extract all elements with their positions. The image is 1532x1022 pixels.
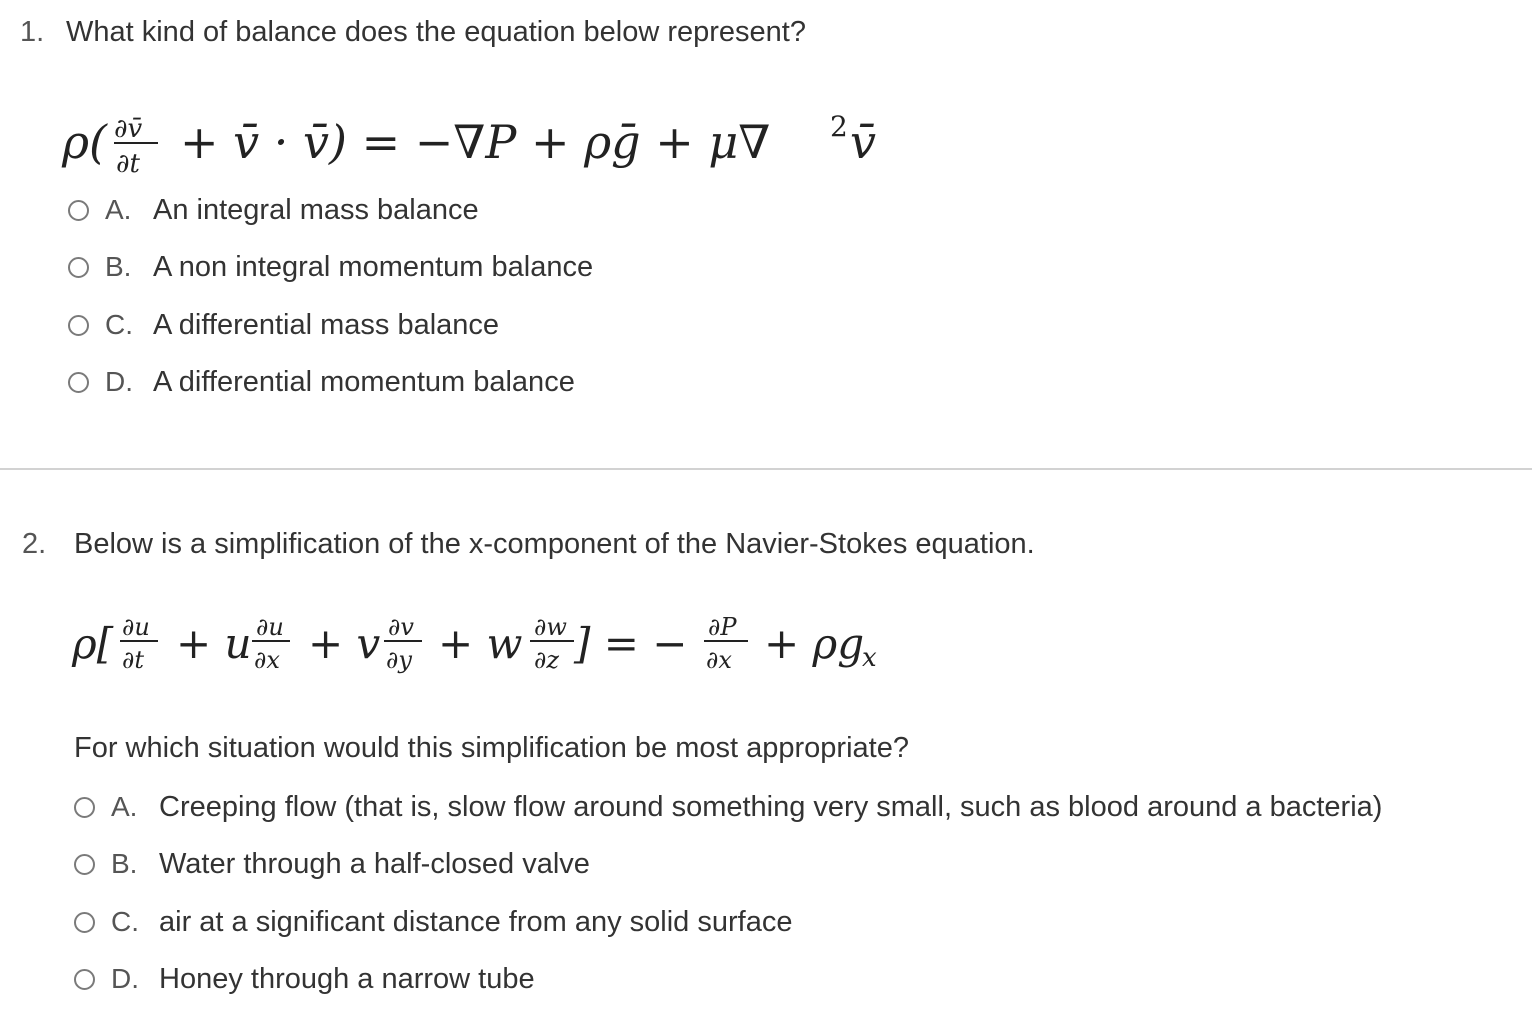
option-label: A non integral momentum balance (153, 250, 594, 283)
option-letter: A. (105, 194, 132, 225)
eq2-f3-numerator: ∂v (388, 613, 414, 641)
radio-icon[interactable] (68, 200, 89, 221)
question-divider (0, 468, 1532, 470)
option-label: A differential momentum balance (153, 365, 575, 398)
eq2-plus-v: + v (308, 619, 381, 668)
option-label: Water through a half-closed valve (159, 847, 590, 880)
eq1-frac-numerator: ∂v̄ (114, 114, 143, 144)
question-1-number: 1. (20, 16, 45, 48)
radio-icon[interactable] (74, 969, 95, 990)
radio-icon[interactable] (74, 912, 95, 933)
question-2-prompt: Below is a simplification of the x-component of the Navier-Stokes equation. (74, 528, 1035, 560)
radio-icon[interactable] (68, 372, 89, 393)
q2-option-d[interactable] (74, 959, 535, 999)
eq2-f4-numerator: ∂w (534, 613, 567, 641)
q1-option-b[interactable] (68, 247, 593, 287)
eq1-exponent: 2 (830, 110, 848, 143)
eq2-f3-denominator: ∂y (386, 646, 412, 674)
eq2-close-eq: ] = − (574, 619, 688, 668)
q2-option-a[interactable] (74, 787, 1382, 827)
option-label: A differential mass balance (153, 308, 500, 341)
eq1-rest: + v̄ · v̄) = −∇P + ρḡ + μ∇ (180, 115, 771, 169)
eq2-subscript-x: x (862, 643, 877, 673)
option-letter: D. (105, 366, 133, 397)
eq2-plus-u: + u (176, 619, 252, 668)
question-2-subprompt: For which situation would this simplification be most appropriate? (74, 732, 909, 764)
eq1-rho-open: ρ( (62, 115, 107, 169)
option-label: Honey through a narrow tube (159, 962, 535, 995)
option-letter: B. (111, 848, 138, 879)
eq2-rho-open: ρ[ (72, 619, 114, 668)
eq1-tail: v̄ (850, 115, 876, 169)
radio-icon[interactable] (74, 854, 95, 875)
option-letter: B. (105, 251, 132, 282)
option-letter: A. (111, 791, 138, 822)
eq2-f1-numerator: ∂u (122, 613, 150, 641)
q1-option-a[interactable] (68, 190, 479, 230)
question-2-equation (72, 606, 912, 686)
option-letter: C. (111, 906, 139, 937)
eq2-plus-w: + w (438, 619, 523, 668)
eq2-f2-numerator: ∂u (256, 613, 284, 641)
option-letter: C. (105, 309, 133, 340)
option-letter: D. (111, 963, 139, 994)
eq2-plus-rho: + ρg (764, 619, 865, 668)
question-2-number: 2. (22, 528, 47, 560)
radio-icon[interactable] (68, 257, 89, 278)
question-1-equation (62, 100, 902, 190)
q2-option-b[interactable] (74, 844, 590, 884)
eq2-f5-denominator: ∂x (706, 646, 732, 674)
eq2-f5-numerator: ∂P (708, 613, 737, 641)
option-label: An integral mass balance (153, 193, 479, 226)
q1-option-c[interactable] (68, 305, 499, 345)
eq2-f4-denominator: ∂z (534, 646, 560, 674)
eq1-frac-denominator: ∂t (116, 149, 140, 179)
radio-icon[interactable] (68, 315, 89, 336)
question-1-prompt: What kind of balance does the equation below represent? (66, 16, 806, 48)
option-label: air at a significant distance from any solid surface (159, 905, 793, 938)
radio-icon[interactable] (74, 797, 95, 818)
eq2-f1-denominator: ∂t (122, 646, 145, 674)
eq2-f2-denominator: ∂x (254, 646, 280, 674)
option-label: Creeping flow (that is, slow flow around something very small, such as blood around a bacteria) (159, 790, 1383, 823)
q2-option-c[interactable] (74, 902, 792, 942)
q1-option-d[interactable] (68, 362, 575, 402)
